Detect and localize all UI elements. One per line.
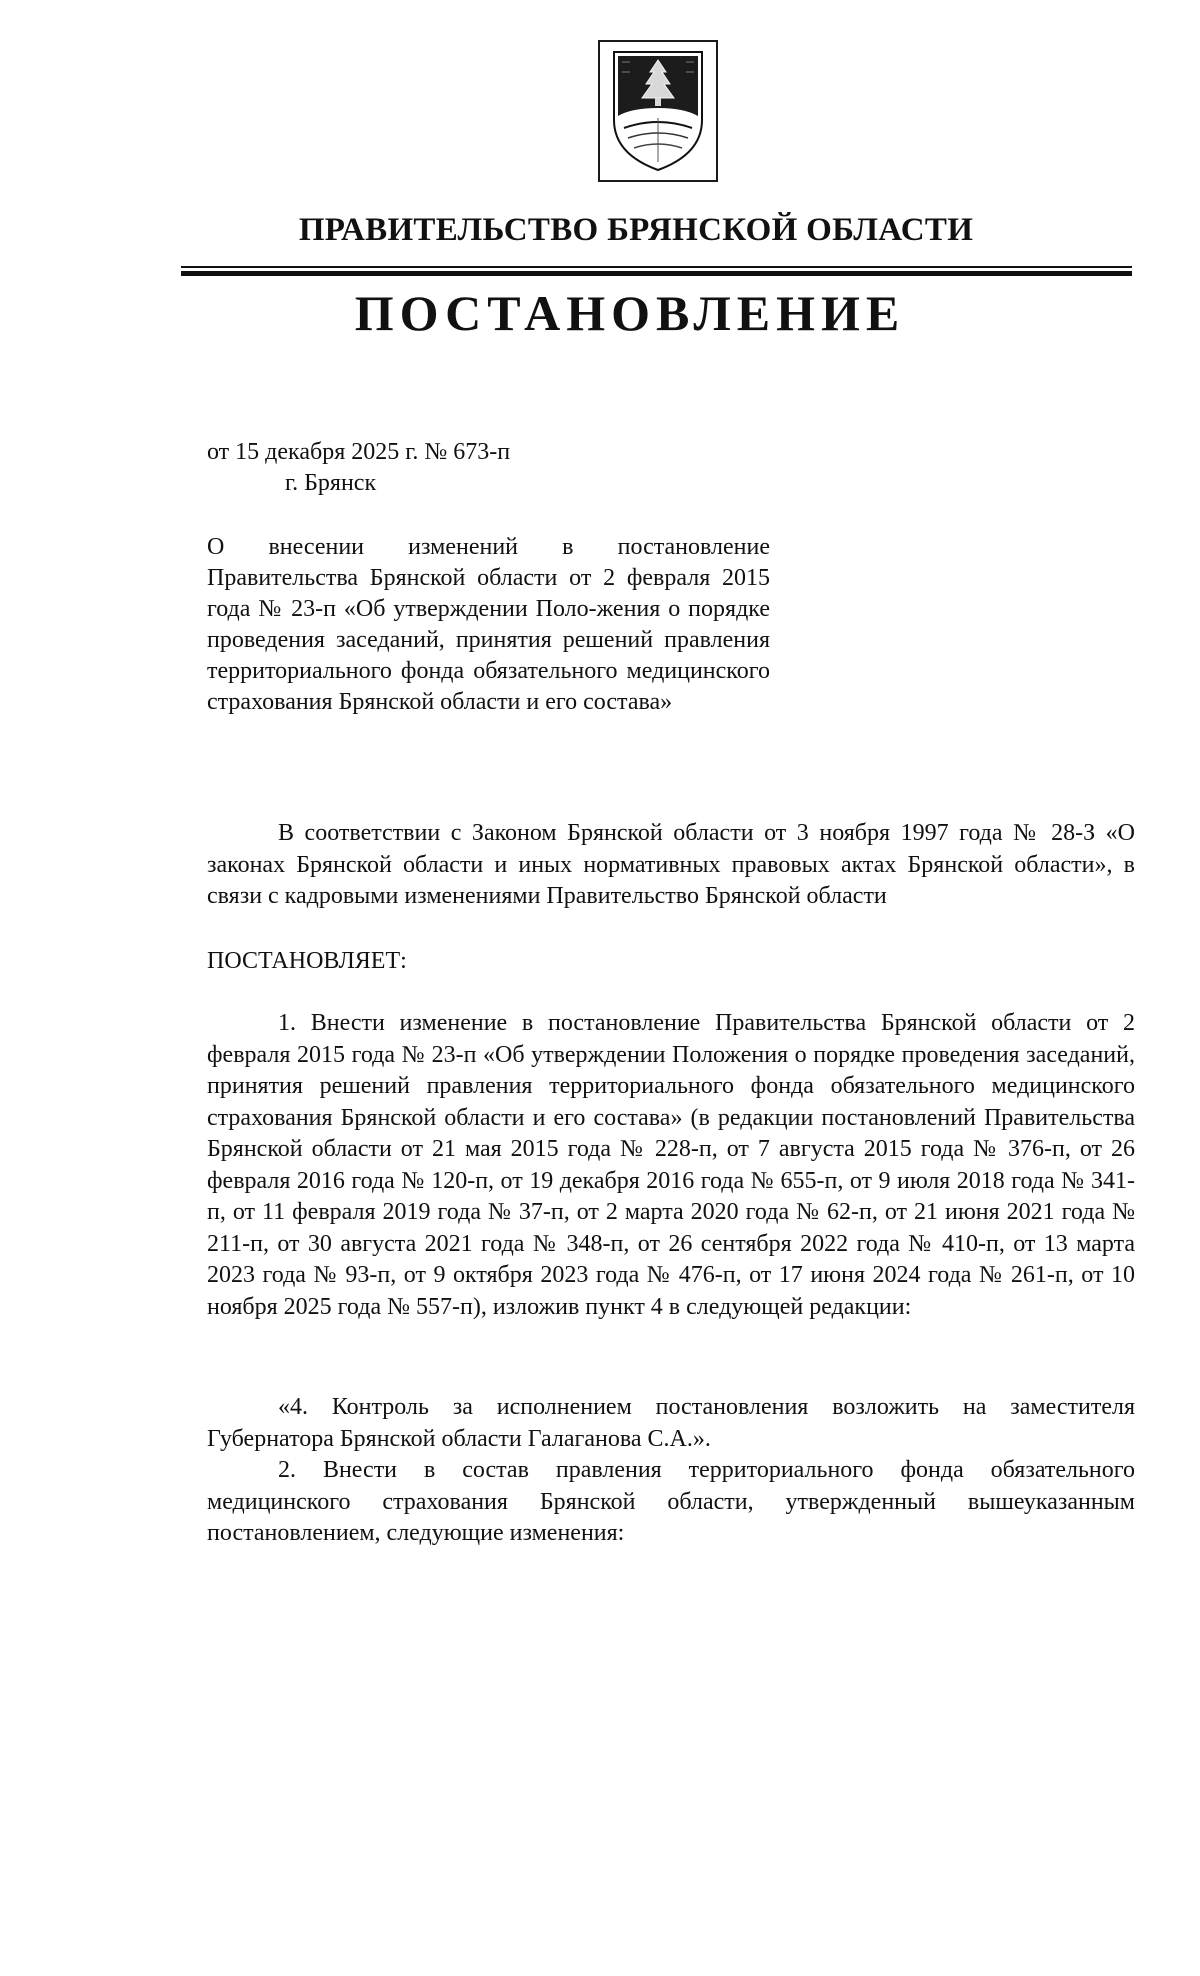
item-1-paragraph: 1. Внести изменение в постановление Правительства Брянской области от 2 февраля 2015 года № 23-п «Об утверждении Положения о порядке проведения заседаний, принятия решений правления территориального фонда обязательного медицинского страхования Брянской области и его состава» (в редакции постановлений Правительства Брянской области от 21 мая 2015 года № 228-п, от 7 августа 2015 года № 376-п, от 26 февраля 2016 года № 120-п, от 19 декабря 2016 года № 655-п, от 9 июля 2018 года № 341-п, от 11 февраля 2019 года № 37-п, от 2 марта 2020 года № 62-п, от 21 июня 2021 года № 211-п, от 30 августа 2021 года № 348-п, от 26 сентября 2022 года № 410-п, от 13 марта 2023 года № 93-п, от 9 октября 2023 года № 476-п, от 17 июня 2024 года № 261-п, от 10 ноября 2025 года № 557-п), изложив пункт 4 в следующей редакции: bbox=[207, 1010, 1135, 1320]
item-2-paragraph: 2. Внести в состав правления территориального фонда обязательного медицинского страхования Брянской области, утвержденный вышеуказанным постановлением, следующие изменения: bbox=[207, 1457, 1135, 1546]
coat-of-arms bbox=[598, 40, 718, 182]
document-city: г. Брянск bbox=[285, 470, 377, 496]
header-rule-thin bbox=[181, 266, 1132, 268]
header-rule-thick bbox=[181, 271, 1132, 276]
document-date-number: от 15 декабря 2025 г. № 673-п bbox=[207, 439, 511, 465]
item-1-quote-paragraph: «4. Контроль за исполнением постановления возложить на заместителя Губернатора Брянской области Галаганова С.А.». bbox=[207, 1394, 1135, 1452]
resolves-heading: ПОСТАНОВЛЯЕТ: bbox=[207, 948, 407, 974]
document-subject: О внесении изменений в постановление Правительства Брянской области от 2 февраля 2015 года № 23-п «Об утверждении Поло-жения о порядке проведения заседаний, принятия решений правления территориального фонда обязательного медицинского страхования Брянской области и его состава» bbox=[207, 534, 770, 715]
organization-name: ПРАВИТЕЛЬСТВО БРЯНСКОЙ ОБЛАСТИ bbox=[298, 212, 974, 248]
preamble-paragraph: В соответствии с Законом Брянской области от 3 ноября 1997 года № 28-З «О законах Брянской области и иных нормативных правовых актах Брянской области», в связи с кадровыми изменениями Правительство Брянской области bbox=[207, 820, 1135, 909]
bryansk-coat-of-arms-icon bbox=[600, 42, 716, 180]
document-type-title: ПОСТАНОВЛЕНИЕ bbox=[354, 285, 906, 341]
